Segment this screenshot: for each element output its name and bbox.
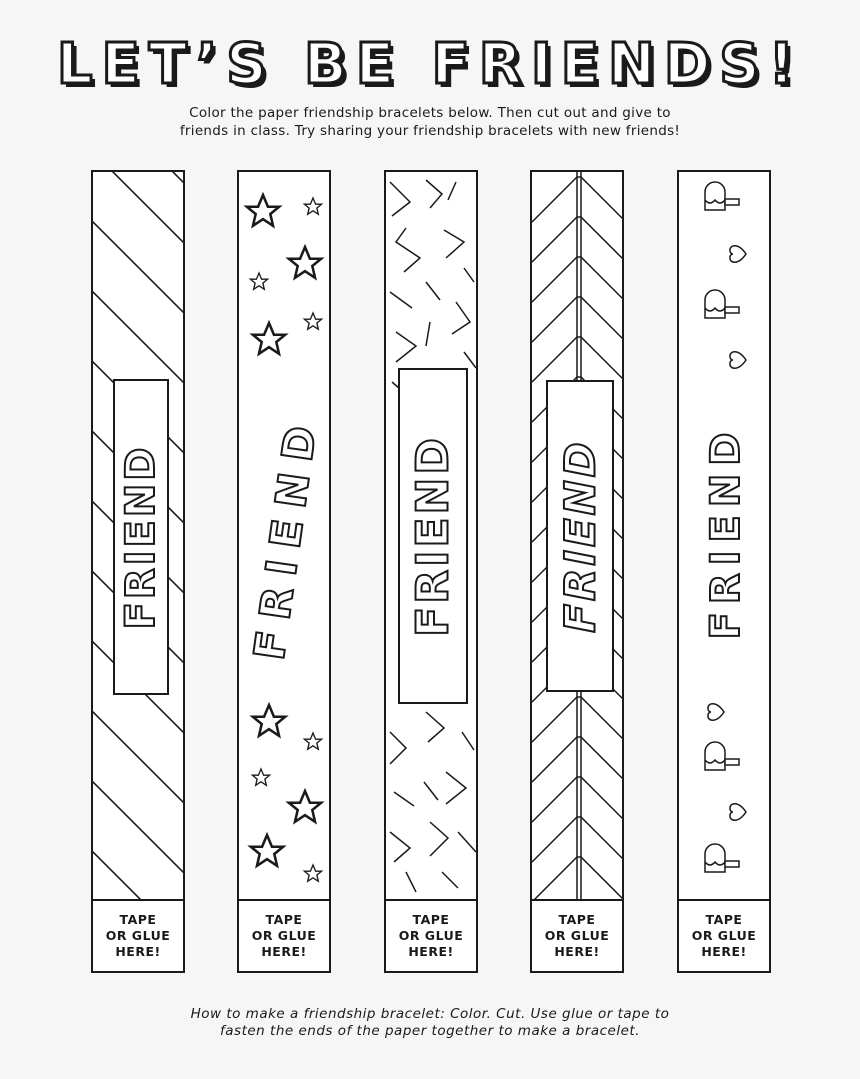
bracelet-stars[interactable]	[237, 170, 331, 973]
tape-area	[93, 899, 183, 971]
friend-label-box	[244, 372, 328, 702]
bracelet-hearts-popsicles[interactable]	[677, 170, 771, 973]
tape-line-3: HERE!	[408, 944, 454, 959]
footer-line-1: How to make a friendship bracelet: Color. Cut. Use glue or tape to	[190, 1006, 670, 1022]
tape-line-1: TAPE	[558, 912, 596, 927]
instructions-footer	[100, 1006, 760, 1040]
friend-word: FRIEND	[555, 439, 605, 633]
tape-line-1: TAPE	[265, 912, 303, 927]
tape-line-1: TAPE	[119, 912, 157, 927]
friend-word: FRIEND	[407, 435, 459, 637]
tape-line-3: HERE!	[261, 944, 307, 959]
friend-label-box	[398, 368, 468, 704]
tape-line-2: OR GLUE	[691, 928, 757, 943]
friend-word: FRIEND	[118, 444, 164, 630]
friend-label-box	[695, 382, 757, 682]
friend-word: FRIEND	[244, 411, 328, 663]
tape-area	[532, 899, 622, 971]
bracelet-chevron[interactable]	[530, 170, 624, 973]
page-title: LET’S BE FRIENDS!	[56, 32, 804, 97]
intro-line-1: Color the paper friendship bracelets below. Then cut out and give to	[189, 105, 671, 121]
tape-line-2: OR GLUE	[251, 928, 317, 943]
tape-line-2: OR GLUE	[398, 928, 464, 943]
intro-line-2: friends in class. Try sharing your friendship bracelets with new friends!	[179, 123, 681, 139]
tape-line-1: TAPE	[412, 912, 450, 927]
tape-line-3: HERE!	[701, 944, 747, 959]
tape-line-2: OR GLUE	[544, 928, 610, 943]
tape-area	[386, 899, 476, 971]
tape-line-3: HERE!	[115, 944, 161, 959]
bracelet-zigzag[interactable]	[384, 170, 478, 973]
tape-line-2: OR GLUE	[105, 928, 171, 943]
footer-line-2: fasten the ends of the paper together to make a bracelet.	[220, 1023, 640, 1039]
friend-word: FRIEND	[703, 424, 749, 640]
tape-area	[239, 899, 329, 971]
bracelet-stripes[interactable]	[91, 170, 185, 973]
intro-text	[100, 104, 760, 140]
friend-label-box	[546, 380, 614, 692]
friend-label-box	[113, 379, 169, 695]
tape-line-1: TAPE	[705, 912, 743, 927]
tape-line-3: HERE!	[554, 944, 600, 959]
tape-area	[679, 899, 769, 971]
